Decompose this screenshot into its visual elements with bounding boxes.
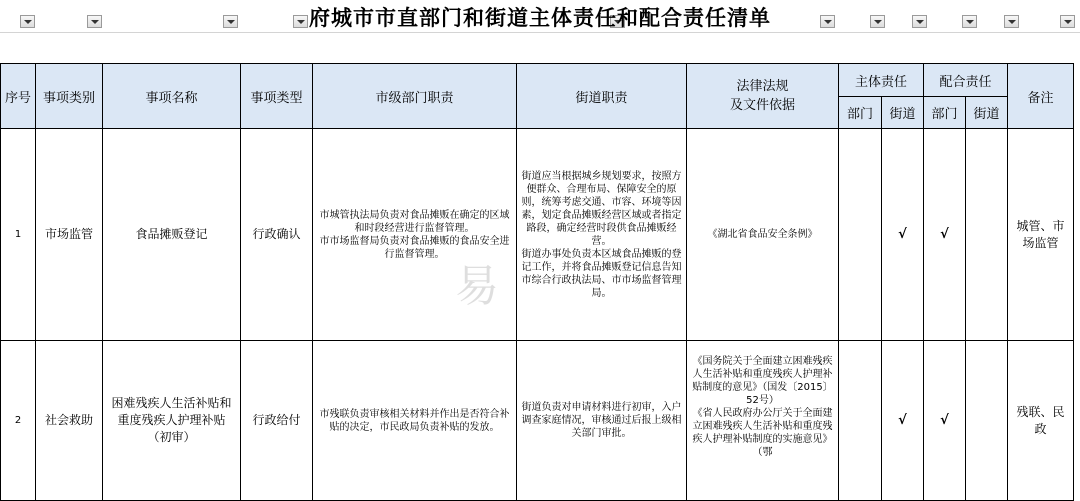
cell-coop-dept[interactable]: √ [924,341,966,501]
cell-street-duty[interactable]: 街道应当根据城乡规划要求，按照方便群众、合理布局、保障安全的原则，统筹考虑交通、市容、环境等因素，划定食品摊贩经营区域或者指定路段，确定经营时段供食品摊贩经营。 街道办事处负责本区域食品摊贩的登记工作，并将食品摊贩登记信息告知市综合行政执法局、市市场监督管理局。 [517,129,687,341]
responsibility-table [0,63,1074,501]
cell-name[interactable]: 食品摊贩登记 [103,129,241,341]
cell-name[interactable]: 困难残疾人生活补贴和重度残疾人护理补贴（初审） [103,341,241,501]
header-name[interactable]: 事项名称 [103,64,241,129]
filter-row [0,0,1080,32]
table-row[interactable] [1,129,1074,341]
cell-type[interactable]: 行政确认 [241,129,313,341]
header-law[interactable]: 法律法规 及文件依据 [687,64,839,129]
cell-remark[interactable]: 残联、民政 [1008,341,1074,501]
cell-street-duty[interactable]: 街道负责对申请材料进行初审，入户调查家庭情况，审核通过后报上级相关部门审批。 [517,341,687,501]
cell-coop-dept[interactable]: √ [924,129,966,341]
header-type[interactable]: 事项类型 [241,64,313,129]
header-coop-dept[interactable]: 部门 [924,97,966,129]
header-remark[interactable]: 备注 [1008,64,1074,129]
cell-main-dept[interactable] [839,341,882,501]
header-category[interactable]: 事项类别 [36,64,103,129]
cell-main-street[interactable]: √ [882,129,924,341]
header-coop-street[interactable]: 街道 [966,97,1008,129]
cell-law[interactable]: 《湖北省食品安全条例》 [687,129,839,341]
cell-coop-street[interactable] [966,341,1008,501]
watermark: 易 [455,261,499,312]
empty-row[interactable] [0,32,1080,61]
header-seq[interactable]: 序号 [1,64,36,129]
cell-law[interactable]: 《国务院关于全面建立困难残疾人生活补贴和重度残疾人护理补贴制度的意见》（国发〔2015〕52号） 《省人民政府办公厅关于全面建立困难残疾人生活补贴和重度残疾人护理补贴制度的实施意见》（鄂 [687,341,839,501]
cell-remark[interactable]: 城管、市场监管 [1008,129,1074,341]
table-row[interactable] [1,341,1074,501]
cell-main-street[interactable]: √ [882,341,924,501]
header-main-resp[interactable]: 主体责任 [839,64,924,97]
cell-type[interactable]: 行政给付 [241,341,313,501]
header-main-dept[interactable]: 部门 [839,97,882,129]
cell-city-duty[interactable]: 市城管执法局负责对食品摊贩在确定的区域和时段经营进行监督管理。 市市场监督局负责对食品摊贩的食品安全进行监督管理。 [313,129,517,341]
header-street-duty[interactable]: 街道职责 [517,64,687,129]
cell-seq[interactable]: 1 [1,129,36,341]
header-main-street[interactable]: 街道 [882,97,924,129]
cell-coop-street[interactable] [966,129,1008,341]
header-coop-resp[interactable]: 配合责任 [924,64,1008,97]
cell-category[interactable]: 市场监管 [36,129,103,341]
sheet-title: 府城市市直部门和街道主体责任和配合责任清单 [309,5,771,30]
cell-category[interactable]: 社会救助 [36,341,103,501]
header-city-duty[interactable]: 市级部门职责 [313,64,517,129]
cell-city-duty[interactable]: 市残联负责审核相关材料并作出是否符合补贴的决定，市民政局负责补贴的发放。 [313,341,517,501]
cell-seq[interactable]: 2 [1,341,36,501]
cell-main-dept[interactable] [839,129,882,341]
